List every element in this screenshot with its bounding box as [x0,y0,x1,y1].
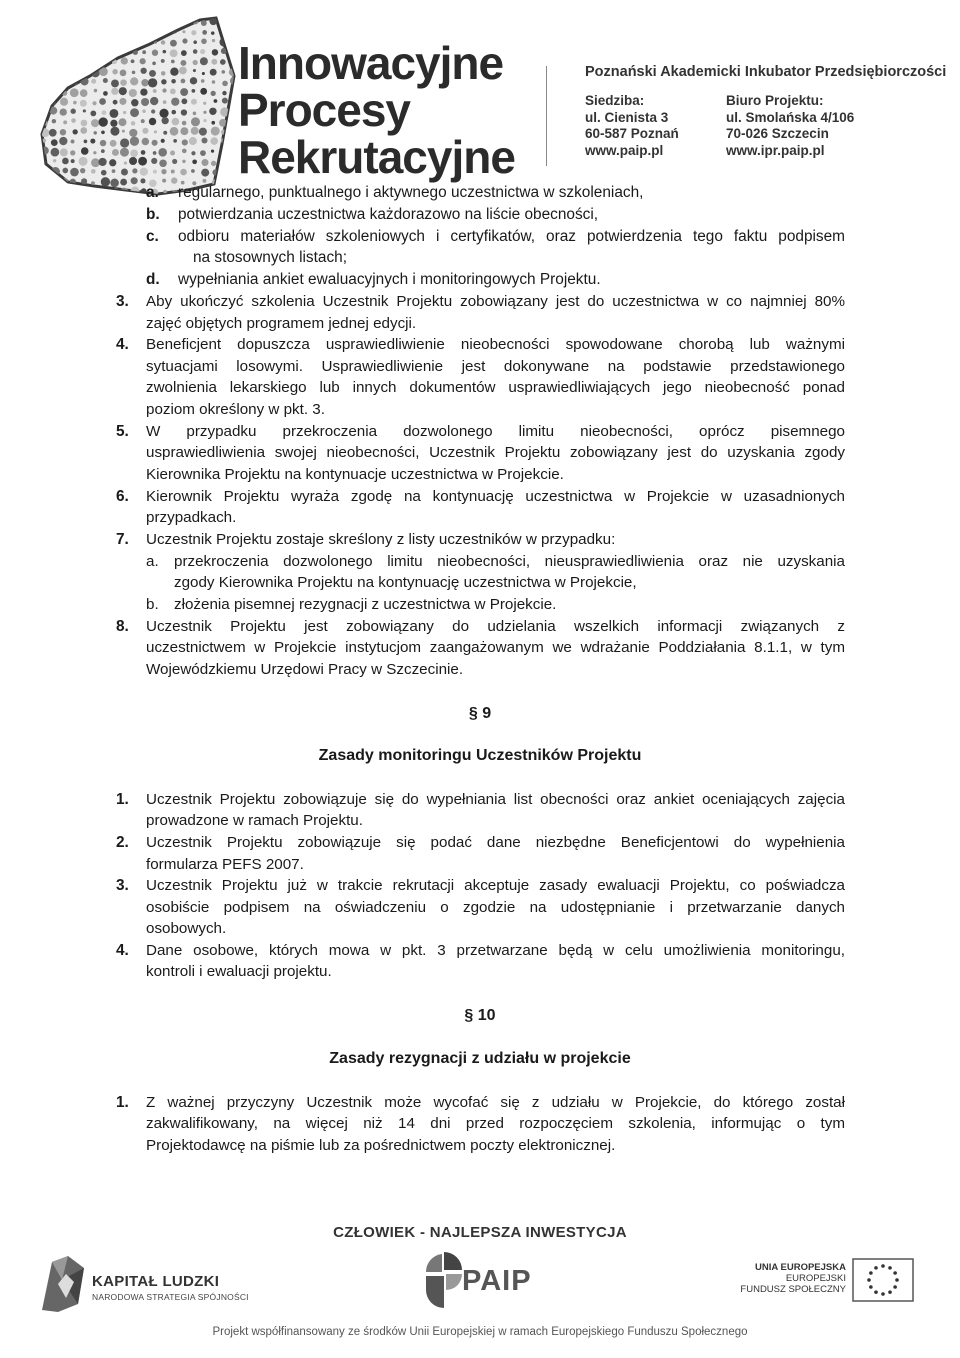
address-line: Biuro Projektu: [726,93,824,108]
paragraph-line: Uczestnik Projektu już w trakcie rekrutacji akceptuje zasady ewaluacji Projektu, co poświadcza [146,877,845,894]
paragraph-line: sytuacjami losowymi. Usprawiedliwienie jest dokonywane na podstawie przedstawionego [146,358,845,375]
kapital-ludzki-subtitle: NARODOWA STRATEGIA SPÓJNOŚCI [92,1292,249,1302]
list-item-text: odbioru materiałów szkoleniowych i certyfikatów, oraz potwierdzenia tego faktu podpisem [178,228,845,245]
paragraph-line: Kierownik Projektu wyraża zgodę na kontynuację uczestnictwa w Projekcie w uzasadnionych [146,488,845,505]
point-number: 3. [116,877,129,894]
point-number: 5. [116,423,129,440]
eu-label-line: FUNDUSZ SPOŁECZNY [740,1284,846,1295]
paragraph-line: zajęć objętych programem jednej edycji. [146,315,417,332]
address-line: ul. Smolańska 4/106 [726,109,855,125]
kapital-ludzki-title: KAPITAŁ LUDZKI [92,1273,220,1290]
paragraph-line: Kierownika Projektu na kontynuacje uczestnictwa w Projekcie. [146,466,564,483]
point-number: 1. [116,1094,129,1111]
eu-label-line: UNIA EUROPEJSKA [755,1262,846,1273]
website-link[interactable]: www.paip.pl [585,142,664,158]
list-item-text: wypełniania ankiet ewaluacyjnych i monitoringowych Projektu. [178,271,601,288]
list-item-text: na stosownych listach; [193,249,347,266]
list-marker: a. [146,184,159,201]
paragraph-line: Aby ukończyć szkolenia Uczestnik Projektu zobowiązany jest do uczestnictwa w co najmniej 80% [146,293,845,310]
paragraph-line: Uczestnik Projektu jest zobowiązany do udzielania wszelkich informacji związanych z [146,618,845,635]
section-title: Zasady monitoringu Uczestników Projektu [318,747,642,764]
brand-title-line-1: Innowacyjne [238,37,504,89]
project-office-address [726,93,854,159]
paragraph-line: Dane osobowe, których mowa w pkt. 3 przetwarzane będą w celu umożliwienia monitoringu, [146,942,845,959]
eu-fund-label [700,1262,846,1295]
incubator-name: Poznański Akademicki Inkubator Przedsiębiorczości [585,64,947,80]
list-item-text: przekroczenia dozwolonego limitu nieobecności, nieusprawiedliwienia oraz nie uzyskania [174,553,845,570]
paragraph-line: Beneficjent dopuszcza usprawiedliwienie nieobecności spowodowane chorobą lub ważnymi [146,336,845,353]
point-number: 4. [116,336,129,353]
paragraph-line: usprawiedliwienia swojej nieobecności, Uczestnik Projektu zobowiązany jest do uzyskania zgody [146,444,845,461]
address-line: 60-587 Poznań [585,126,679,141]
paragraph-line: Projektodawcę na piśmie lub za pośrednictwem poczty elektronicznej. [146,1137,616,1154]
section-number: § 10 [464,1007,496,1024]
paragraph-line: prowadzone w ramach Projektu. [146,812,363,829]
point-number: 7. [116,531,129,548]
list-item-text: potwierdzania uczestnictwa każdorazowo na liście obecności, [178,206,599,223]
paragraph-line: przypadkach. [146,509,237,526]
list-item-text: zgody Kierownika Projektu na kontynuację uczestnictwa w Projekcie, [174,574,637,591]
point-number: 2. [116,834,129,851]
point-number: 8. [116,618,129,635]
brand-title-line-2: Procesy [238,84,411,136]
letterhead [0,0,960,185]
point-number: 1. [116,791,129,808]
brand-title-line-3: Rekrutacyjne [238,131,515,183]
eu-label-line: EUROPEJSKI [785,1273,846,1284]
paragraph-line: zakwalifikowany, na więcej niż 14 dni przed rozpoczęciem szkolenia, informując o tym [146,1115,845,1132]
region-map-logo [38,14,238,199]
list-item-text: regularnego, punktualnego i aktywnego uczestnictwa w szkoleniach, [178,184,644,201]
headquarters-address [585,93,679,159]
paragraph-line: formularza PEFS 2007. [146,856,304,873]
eu-flag-icon [852,1258,914,1302]
point-number: 4. [116,942,129,959]
address-line: ul. Cienista 3 [585,109,669,125]
paragraph-line: W przypadku przekroczenia dozwolonego limitu nieobecności, oprócz pisemnego [146,423,845,440]
website-link[interactable]: www.ipr.paip.pl [726,142,825,158]
address-line: Siedziba: [585,93,645,108]
paragraph-line: osobowych. [146,920,227,937]
point-number: 6. [116,488,129,505]
address-line: 70-026 Szczecin [726,126,829,141]
section-title: Zasady rezygnacji z udziału w projekcie [329,1050,631,1067]
paragraph-line: Uczestnik Projektu zobowiązuje się podać dane niezbędne Beneficjentowi do wypełnienia [146,834,845,851]
list-marker: b. [146,206,160,223]
cofinancing-note: Projekt współfinansowany ze środków Unii Europejskiej w ramach Europejskiego Funduszu Społecznego [212,1326,748,1338]
section-number: § 9 [468,705,492,722]
paragraph-line: Uczestnik Projektu zostaje skreślony z listy uczestników w przypadku: [146,531,616,548]
list-marker: c. [146,228,159,245]
point-number: 3. [116,293,129,310]
paragraph-line: zwolnienia lekarskiego lub innych dokumentów usprawiedliwiających jego nieobecność ponad [146,379,845,396]
paragraph-line: Z ważnej przyczyny Uczestnik może wycofać się z udziału w Projekcie, do którego został [146,1094,845,1111]
list-marker: d. [146,271,160,288]
list-item-text: złożenia pisemnej rezygnacji z uczestnictwa w Projekcie. [174,596,557,613]
paragraph-line: kontroli i ewaluacji projektu. [146,963,332,980]
footer-slogan: CZŁOWIEK - NAJLEPSZA INWESTYCJA [333,1224,627,1241]
paragraph-line: Wojewódzkiemu Urzędowi Pracy w Szczecinie. [146,661,464,678]
paragraph-line: osobiście podpisem na oświadczeniu o zgodzie na udostępnianie i przetwarzanie danych [146,899,845,916]
paragraph-line: Uczestnik Projektu zobowiązuje się do wypełniania list obecności oraz ankiet oceniających zajęcia [146,791,845,808]
list-marker: a. [146,553,159,570]
paip-wordmark: PAIP [462,1265,532,1297]
paragraph-line: poziom określony w pkt. 3. [146,401,325,418]
paragraph-line: uczestnictwem w Projekcie instytucjom zaangażowanym we wdrażanie Poddziałania 8.1.1, w tym [146,639,845,656]
header-divider [546,66,547,166]
paip-logo-icon [424,1250,464,1310]
list-marker: b. [146,596,159,613]
kapital-ludzki-logo-icon [38,1254,88,1314]
